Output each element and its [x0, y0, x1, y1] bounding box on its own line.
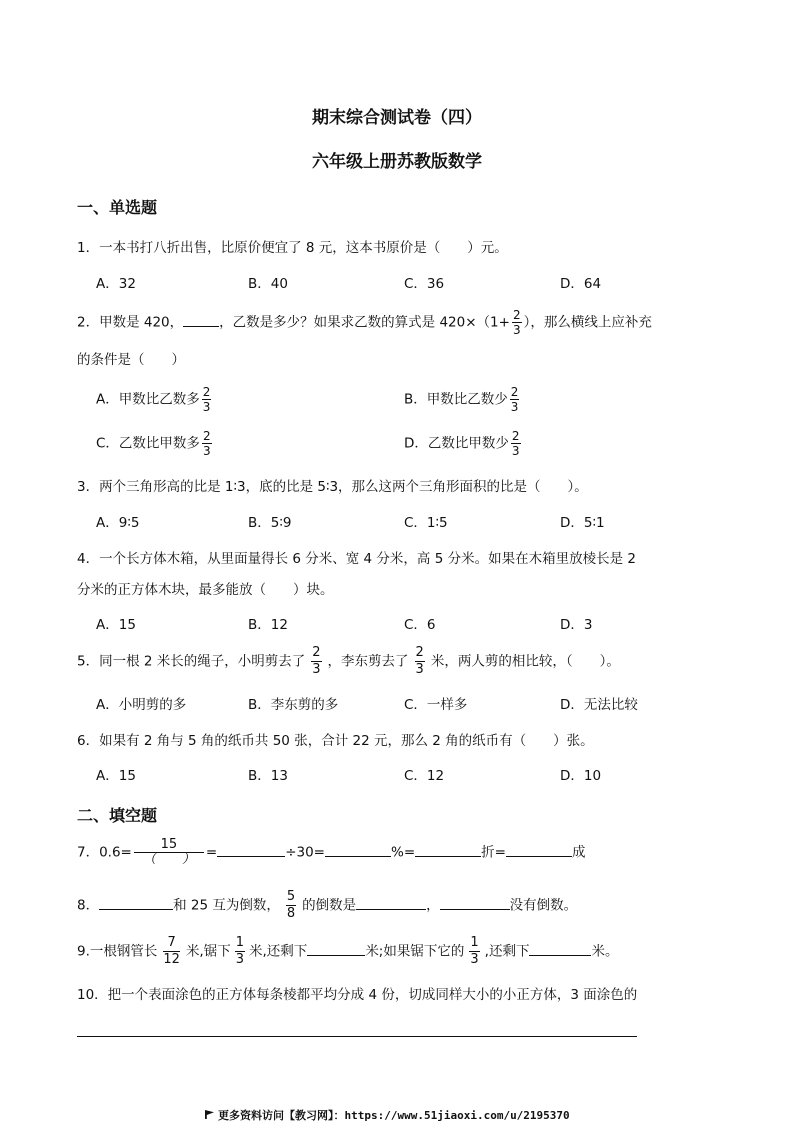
q7-blank-2[interactable] — [325, 844, 391, 857]
q2-fraction: $\frac{2}{3}$ — [512, 308, 521, 337]
q6-option-d: D．10 — [560, 768, 602, 784]
q5-text-a: 5．同一根 2 米长的绳子，小明剪去了 — [77, 653, 306, 670]
q8-blank-1[interactable] — [99, 897, 173, 910]
q6-option-c: C．12 — [404, 768, 445, 784]
q2-text-a: 2．甲数是 420， — [77, 314, 184, 331]
q3-option-a: A．9∶5 — [96, 515, 140, 531]
question-5 — [77, 646, 620, 677]
q9-fraction-3: $\frac{1}{3}$ — [470, 935, 479, 967]
q6-option-a: A．15 — [96, 768, 136, 784]
q5-option-b: B．李东剪的多 — [248, 697, 339, 713]
q5-option-d: D．无法比较 — [560, 697, 638, 713]
question-8: 8． 和 25 互为倒数， $\frac{5}{8}$ 的倒数是 ， 没有倒数。 — [77, 889, 578, 921]
q2-option-c: C．乙数比甲数多 $\frac{2}{3}$ — [96, 429, 211, 458]
q5-option-a: A．小明剪的多 — [96, 697, 187, 713]
q4-option-a: A．15 — [96, 617, 136, 633]
section-heading-fill-in: 二、填空题 — [77, 806, 158, 825]
q9-blank-2[interactable] — [529, 943, 591, 956]
question-4-line-1: 4．一个长方体木箱，从里面量得长 6 分米、宽 4 分米，高 5 分米。如果在木箱里放棱长是 2 — [77, 551, 636, 567]
q9-blank-1[interactable] — [307, 943, 365, 956]
question-4-line-2: 分米的正方体木块，最多能放（ ）块。 — [77, 582, 334, 598]
q2-text-c: ），那么横线上应补充 — [523, 314, 652, 331]
q3-option-d: D．5∶1 — [560, 515, 605, 531]
q8-blank-2[interactable] — [356, 897, 426, 910]
question-6: 6．如果有 2 角与 5 角的纸币共 50 张，合计 22 元，那么 2 角的纸币有（ ）张。 — [77, 733, 594, 749]
q8-blank-3[interactable] — [440, 897, 510, 910]
q5-option-c: C．一样多 — [404, 697, 468, 713]
flag-icon — [205, 1110, 214, 1119]
q3-option-b: B．5∶9 — [248, 515, 292, 531]
q7-fraction: $\frac{15}{( )}$ — [134, 838, 204, 867]
q4-option-b: B．12 — [248, 617, 288, 633]
q9-fraction-2: $\frac{1}{3}$ — [235, 935, 245, 967]
q1-option-c: C．36 — [404, 276, 445, 292]
q3-option-c: C．1∶5 — [404, 515, 448, 531]
q2-option-d: D．乙数比甲数少 $\frac{2}{3}$ — [404, 429, 520, 458]
q6-option-b: B．13 — [248, 768, 288, 784]
q9-fraction-1: $\frac{7}{12}$ — [163, 935, 180, 967]
question-3: 3．两个三角形高的比是 1∶3，底的比是 5∶3，那么这两个三角形面积的比是（ ）。 — [77, 479, 588, 495]
q7-blank-1[interactable] — [217, 844, 285, 857]
q7-blank-4[interactable] — [506, 844, 572, 857]
footer-link[interactable]: 更多资料访问【教习网】：https://www.51jiaoxi.com/u/2195370 — [205, 1107, 570, 1123]
question-7: 7．0.6= $\frac{15}{( )}$ = ÷30= %= 折= 成 — [77, 837, 586, 867]
q2-option-b: B．甲数比乙数少 $\frac{2}{3}$ — [404, 385, 519, 414]
question-9: 9.一根钢管长 $\frac{7}{12}$ 米,锯下 $\frac{1}{3}$ 米,还剩下 米;如果锯下它的 $\frac{1}{3}$ ,还剩下 米。 — [77, 935, 619, 967]
q1-option-a: A．32 — [96, 276, 136, 292]
question-10: 10．把一个表面涂色的正方体每条棱都平均分成 4 份，切成同样大小的小正方体，3 面涂色的 — [77, 987, 638, 1003]
q4-option-d: D．3 — [560, 617, 593, 633]
page-subtitle: 六年级上册苏教版数学 — [312, 152, 482, 172]
section-heading-single-choice: 一、单选题 — [77, 198, 158, 217]
q7-blank-3[interactable] — [415, 844, 481, 857]
q2-option-a: A．甲数比乙数多 $\frac{2}{3}$ — [96, 385, 211, 414]
q1-option-b: B．40 — [248, 276, 288, 292]
q2-blank — [183, 314, 219, 327]
question-1: 1．一本书打八折出售，比原价便宜了 8 元，这本书原价是（ ）元。 — [77, 240, 508, 256]
question-2-line-1 — [77, 309, 652, 336]
q5-fraction-2: $\frac{2}{3}$ — [415, 645, 424, 677]
q2-text-b: ，乙数是多少？如果求乙数的算式是 420×（1+ — [219, 314, 510, 331]
q5-text-c: 米，两人剪的相比较，（ ）。 — [430, 653, 620, 670]
q4-option-c: C．6 — [404, 617, 436, 633]
page-title: 期末综合测试卷（四） — [312, 108, 482, 128]
answer-line — [77, 1036, 637, 1037]
q5-fraction-1: $\frac{2}{3}$ — [312, 645, 321, 677]
q8-fraction: $\frac{5}{8}$ — [286, 889, 296, 921]
q1-option-d: D．64 — [560, 276, 602, 292]
question-2-line-2: 的条件是（ ） — [77, 352, 185, 368]
q5-text-b: ，李东剪去了 — [327, 653, 409, 670]
